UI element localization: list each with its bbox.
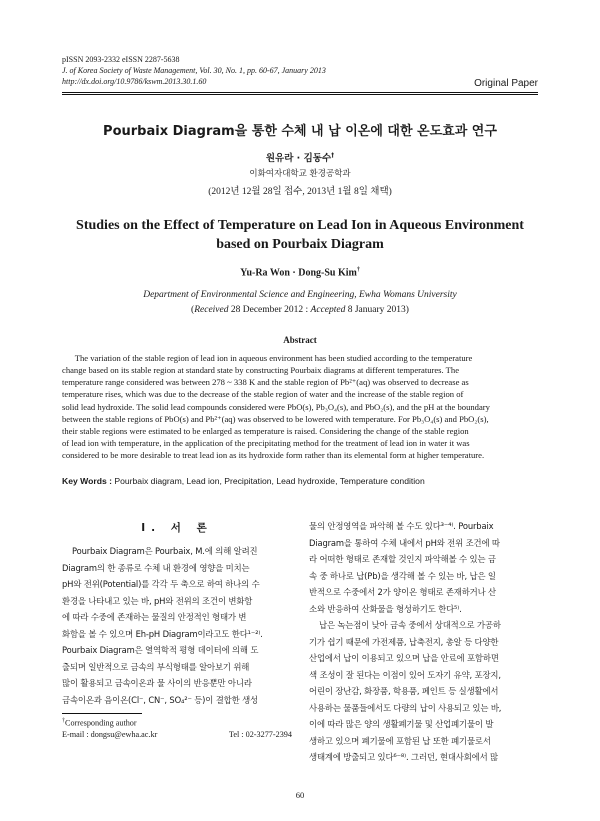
abstract-line: The variation of the stable region of lead ion in aqueous environment has been studied according to the temperature xyxy=(62,353,473,363)
accepted-label: Accepted xyxy=(310,305,346,315)
abstract-line: considered to be more desirable to treat lead ion as its hydroxide form rather than its elemental form at higher temperature. xyxy=(62,450,485,461)
accepted-date: 8 January 2013) xyxy=(345,305,409,315)
header-rule-top xyxy=(62,92,538,93)
keywords xyxy=(62,476,538,486)
issn-line: pISSN 2093-2332 eISSN 2287-5638 xyxy=(62,55,180,64)
body-line: 물의 안정영역을 파악해 볼 수도 있다³⁻⁴⁾. Pourbaix xyxy=(309,521,494,531)
footnote-label: Corresponding author xyxy=(65,718,137,728)
doi-link[interactable]: http://dx.doi.org/10.9786/kswm.2013.30.1.60 xyxy=(62,77,207,86)
received-accepted xyxy=(0,305,600,315)
english-corresponding-mark: † xyxy=(356,267,360,273)
left-column xyxy=(62,520,292,708)
korean-dates: (2012년 12월 28일 접수, 2013년 1월 8일 채택) xyxy=(208,187,392,197)
paper-type-label: Original Paper xyxy=(474,78,538,89)
footnote-rule xyxy=(62,713,142,714)
abstract-line: their stable regions were estimated to be enlarged as temperature is raised. Considering the change of the stable region xyxy=(62,425,469,436)
body-line: 화함을 볼 수 있으며 Eh-pH Diagram이라고도 한다¹⁻²⁾. xyxy=(62,628,263,639)
body-line: pH와 전위(Potential)를 각각 두 축으로 하여 하나의 수 xyxy=(62,579,260,589)
corresponding-author-note xyxy=(62,716,292,729)
korean-author-names: 원유라 · 김동수 xyxy=(265,153,332,164)
english-authors xyxy=(0,267,600,278)
body-line: 사용하는 물품들에서도 다량의 납이 사용되고 있는 바, xyxy=(309,702,502,713)
body-line: 색 조성이 잘 된다는 이점이 있어 도자기 유약, 포장지, xyxy=(309,669,501,680)
korean-title: Pourbaix Diagram을 통한 수체 내 납 이온에 대한 온도효과 연구 xyxy=(103,124,497,139)
abstract-line: solid lead hydroxide. The solid lead compounds considered were PbO(s), Pb₃O₄(s), and PbO₂(s), and the pH at the boundary xyxy=(62,401,490,412)
journal-citation: J. of Korea Society of Waste Management, Vol. 30, No. 1, pp. 60-67, January 2013 xyxy=(62,66,326,75)
journal-header xyxy=(62,54,326,87)
body-line: 금속이온과 음이온(Cl⁻, CN⁻, SO₄²⁻ 등)이 결합한 생성 xyxy=(62,694,258,705)
footnote xyxy=(62,716,292,740)
body-line: 라 어떠한 형태로 존재할 것인지 파악해볼 수 있는 금 xyxy=(309,554,496,564)
korean-authors xyxy=(0,150,600,164)
page-number: 60 xyxy=(295,790,305,800)
body-line: 많이 활용되고 금속이온과 물 사이의 반응뿐만 아니라 xyxy=(62,678,252,688)
english-title xyxy=(50,216,550,254)
korean-affiliation: 이화여자대학교 환경공학과 xyxy=(249,169,351,179)
english-author-names: Yu-Ra Won · Dong-Su Kim xyxy=(240,267,357,279)
body-line: 반적으로 수중에서 2가 양이온 형태로 존재하거나 산 xyxy=(309,587,496,597)
abstract-heading: Abstract xyxy=(283,335,317,345)
received-date: 28 December 2012 : xyxy=(228,305,311,315)
received-label: Received xyxy=(194,305,229,315)
abstract-body xyxy=(62,352,538,461)
body-line: Pourbaix Diagram은 열역학적 평형 데이터에 의해 도 xyxy=(62,645,259,655)
body-line: Pourbaix Diagram은 Pourbaix, M.에 의해 알려진 xyxy=(72,546,258,556)
english-title-line1: Studies on the Effect of Temperature on Lead Ion in Aqueous Environment xyxy=(76,218,524,233)
body-line: 생하고 있으며 폐기물에 포함된 납 또한 폐기물로서 xyxy=(309,735,491,746)
keywords-label: Key Words : xyxy=(62,476,115,486)
body-line: Diagram의 한 종류로 수체 내 환경에 영향을 미치는 xyxy=(62,562,250,573)
abstract-line: of lead ion with temperature, in the application of the precipitating method for the treatment of lead ion in water it was xyxy=(62,438,470,449)
corresponding-mark: † xyxy=(331,151,335,159)
footnote-contact xyxy=(62,729,292,740)
abstract-line: temperature range considered was between 278 ~ 338 K and the stable region of Pb²⁺(aq) was observed to decrease as xyxy=(62,377,469,388)
body-line: 속 중 하나로 납(Pb)을 생각해 볼 수 있는 바, 납은 일 xyxy=(309,570,496,581)
english-title-line2: based on Pourbaix Diagram xyxy=(216,237,384,252)
body-line: 기가 쉽기 때문에 가전제품, 납축전지, 총알 등 다양한 xyxy=(309,636,499,647)
body-line: 소와 반응하여 산화물을 형성하기도 한다⁵⁾. xyxy=(309,603,462,614)
body-line: 산업에서 납이 이용되고 있으며 납을 안료에 포함하면 xyxy=(309,653,499,663)
body-line: 납은 녹는점이 낮아 금속 중에서 상대적으로 가공하 xyxy=(319,620,501,630)
received-prefix: ( xyxy=(191,305,195,315)
footnote-mark: † xyxy=(62,718,65,724)
abstract-line: temperature rises, which was due to the decrease of the stable region of water and the increase of the stable region of xyxy=(62,389,464,400)
abstract-line: change based on its stable region at standard state by constructing Pourbaix diagrams at different temperatures. The xyxy=(62,365,460,376)
keywords-text: Pourbaix diagram, Lead ion, Precipitation, Lead hydroxide, Temperature condition xyxy=(114,476,425,486)
footnote-tel: Tel : 02-3277-2394 xyxy=(228,729,292,739)
header-rule-bottom xyxy=(62,94,538,95)
right-column xyxy=(309,518,539,766)
abstract-line: between the stable regions of PbO(s) and Pb²⁺(aq) was observed to be lowered with temperature. For Pb₃O₄(s) and PbO₂(s), xyxy=(62,413,489,424)
body-line: 생태계에 방출되고 있다⁶⁻⁸⁾. 그러던, 현대사회에서 많 xyxy=(309,752,498,762)
footnote-email[interactable]: E-mail : dongsu@ewha.ac.kr xyxy=(62,729,158,739)
body-line: 출되며 일반적으로 금속의 부식형태를 알아보기 위해 xyxy=(62,661,250,672)
section-heading-introduction: I. 서 론 xyxy=(141,522,213,534)
body-line: 어린이 장난감, 화장품, 학용품, 페인트 등 실생활에서 xyxy=(309,686,499,696)
english-affiliation: Department of Environmental Science and Engineering, Ewha Womans University xyxy=(143,290,457,300)
body-line: 환경을 나타내고 있는 바, pH와 전위의 조건이 변화함 xyxy=(62,595,253,606)
body-line: 에 따라 수중에 존재하는 물질의 안정적인 형태가 변 xyxy=(62,612,247,622)
body-line: 이에 따라 많은 양의 생활폐기물 및 산업폐기물이 발 xyxy=(309,719,494,729)
body-line: Diagram을 통하여 수체 내에서 pH와 전위 조건에 따 xyxy=(309,537,500,548)
